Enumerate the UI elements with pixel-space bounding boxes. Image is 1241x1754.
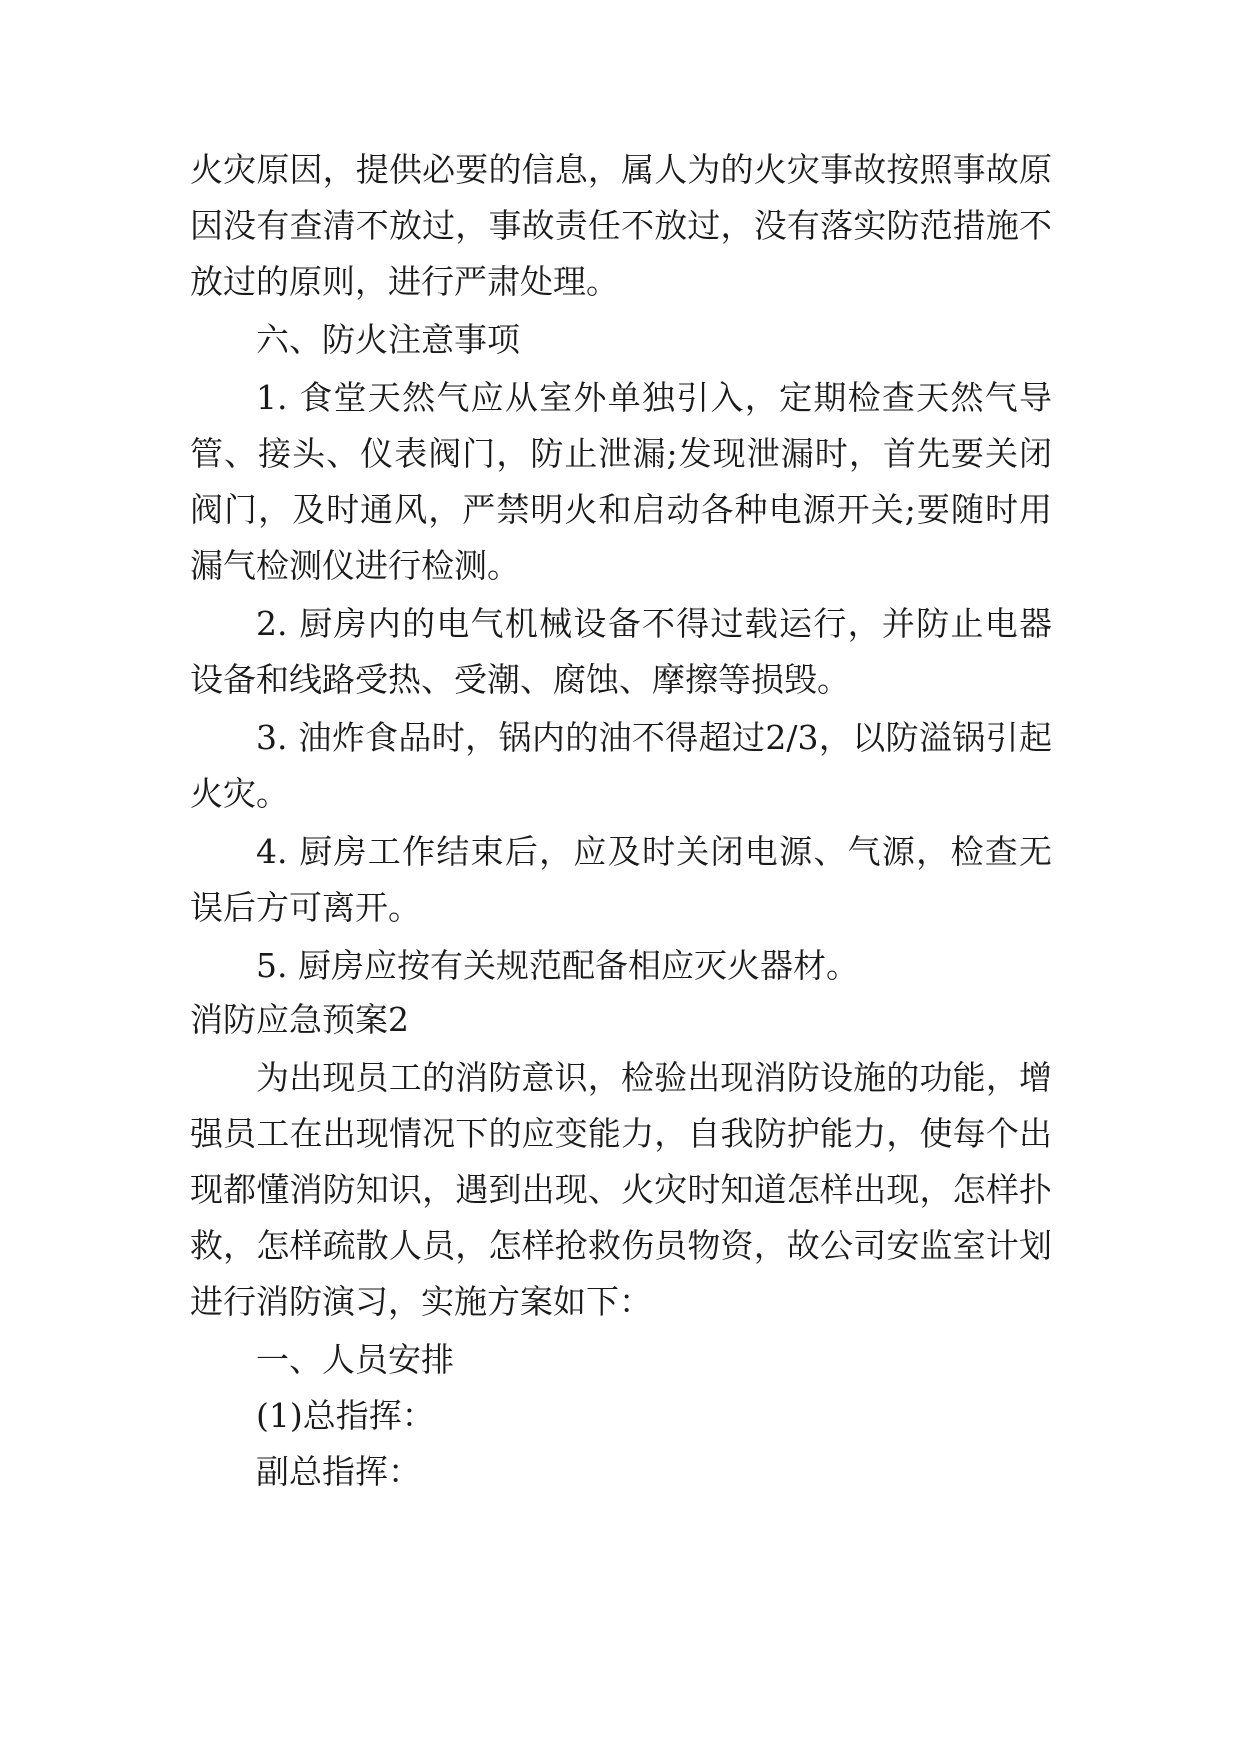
paragraph-line: 因没有查清不放过，事故责任不放过，没有落实防范措施不 (190, 206, 1052, 245)
list-item-line: 阀门，及时通风，严禁明火和启动各种电源开关;要随时用 (190, 490, 1052, 529)
list-item-line: 2. 厨房内的电气机械设备不得过载运行，并防止电器 (256, 604, 1052, 643)
section-heading: 一、人员安排 (256, 1340, 454, 1379)
list-item-line: 管、接头、仪表阀门，防止泄漏;发现泄漏时，首先要关闭 (190, 434, 1052, 473)
role-label: (1)总指挥： (256, 1396, 435, 1435)
section-heading: 六、防火注意事项 (256, 320, 520, 359)
paragraph-line: 放过的原则，进行严肃处理。 (190, 262, 619, 301)
role-label: 副总指挥： (256, 1452, 421, 1491)
list-item-line: 误后方可离开。 (190, 888, 421, 927)
document-title: 消防应急预案2 (190, 1000, 409, 1039)
list-item-line: 5. 厨房应按有关规范配备相应灭火器材。 (256, 946, 859, 985)
list-item-line: 3. 油炸食品时，锅内的油不得超过2/3，以防溢锅引起 (256, 718, 1052, 757)
paragraph-line: 为出现员工的消防意识，检验出现消防设施的功能，增 (256, 1058, 1052, 1097)
paragraph-line: 现都懂消防知识，遇到出现、火灾时知道怎样出现，怎样扑 (190, 1170, 1052, 1209)
paragraph-line: 火灾原因，提供必要的信息，属人为的火灾事故按照事故原 (190, 150, 1052, 189)
paragraph-line: 救，怎样疏散人员，怎样抢救伤员物资，故公司安监室计划 (190, 1226, 1052, 1265)
paragraph-line: 强员工在出现情况下的应变能力，自我防护能力，使每个出 (190, 1114, 1052, 1153)
list-item-line: 漏气检测仪进行检测。 (190, 546, 520, 585)
list-item-line: 火灾。 (190, 774, 289, 813)
list-item-line: 1. 食堂天然气应从室外单独引入，定期检查天然气导 (256, 378, 1052, 417)
list-item-line: 4. 厨房工作结束后，应及时关闭电源、气源，检查无 (256, 832, 1052, 871)
list-item-line: 设备和线路受热、受潮、腐蚀、摩擦等损毁。 (190, 660, 850, 699)
paragraph-line: 进行消防演习，实施方案如下： (190, 1282, 652, 1321)
